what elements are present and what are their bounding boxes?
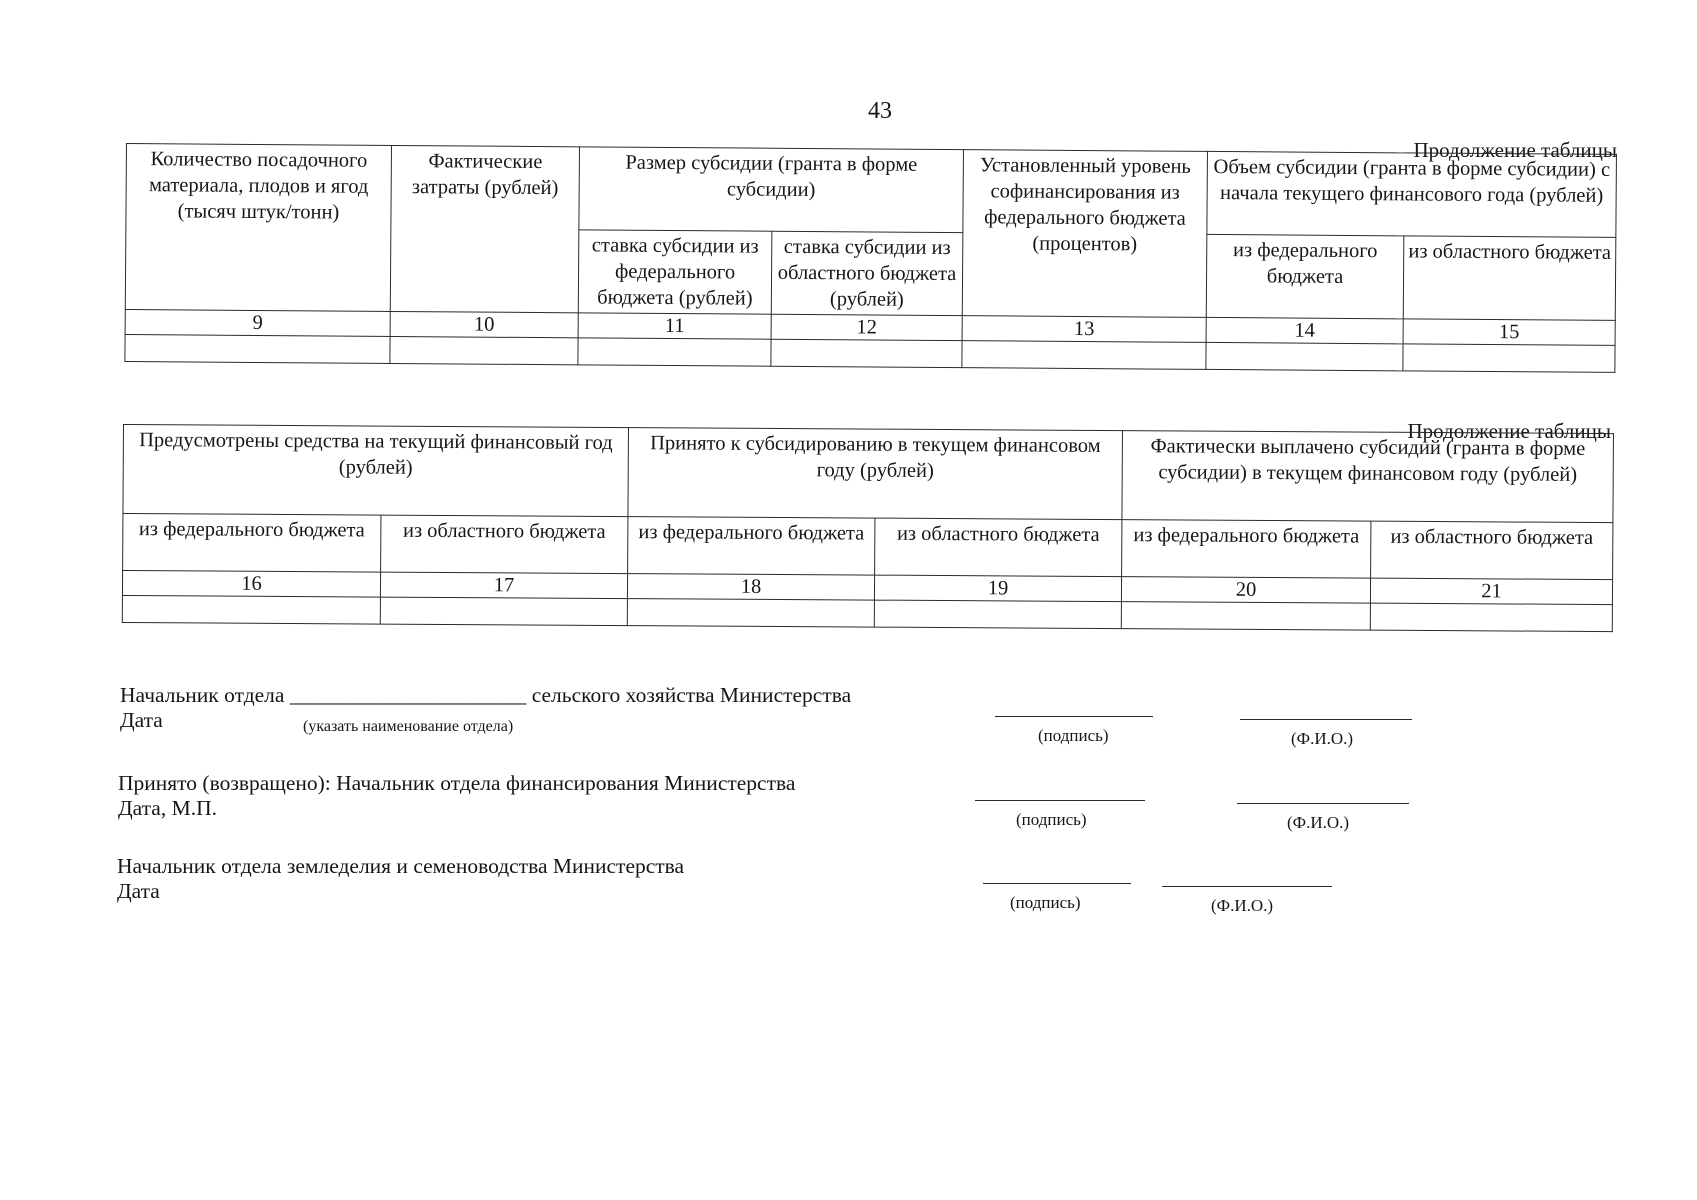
- name-line: [1237, 803, 1409, 804]
- table-cell: [627, 599, 874, 628]
- header-planting-material-quantity: Количество посадочного материала, плодов и ягод (тысяч штук/тонн): [125, 144, 391, 312]
- header-federal-rate: ставка субсидии из федерального бюджета (рублей): [578, 230, 772, 314]
- table-cell: [390, 336, 578, 364]
- header-accepted-for-subsidy: Принято к субсидированию в текущем финансовом году (рублей): [628, 428, 1123, 520]
- header-accepted-federal: из федерального бюджета: [628, 517, 875, 576]
- name-caption: (Ф.И.О.): [1211, 896, 1274, 915]
- table-cell: [874, 600, 1121, 629]
- department-blank: ______________________: [289, 683, 527, 707]
- table-cell: [380, 597, 627, 626]
- column-number: 14: [1206, 317, 1403, 343]
- column-number: 20: [1121, 577, 1370, 604]
- column-number: 21: [1370, 578, 1612, 604]
- table-continuation-label: Продолжение таблицы: [1407, 419, 1611, 443]
- column-number: 16: [122, 571, 380, 598]
- signature-caption: (подпись): [1010, 893, 1081, 912]
- table-cell: [962, 341, 1206, 370]
- table-continuation-label: Продолжение таблицы: [1413, 138, 1617, 162]
- header-volume-regional: из областного бюджета: [1403, 236, 1616, 321]
- signature-line: [995, 716, 1153, 717]
- name-line: [1240, 719, 1412, 720]
- signer-title-farming: Начальник отдела земледелия и семеноводства Министерства: [117, 854, 685, 878]
- table-cell: [122, 595, 380, 624]
- signer-title-finance: Принято (возвращено): Начальник отдела финансирования Министерства: [118, 771, 796, 795]
- header-actually-paid: Фактически выплачено субсидий (гранта в форме субсидии) в текущем финансовом году (рублей): [1122, 431, 1614, 523]
- table-cell: [1206, 342, 1403, 370]
- table-cell: [1121, 602, 1370, 631]
- name-caption: (Ф.И.О.): [1287, 813, 1350, 832]
- header-actual-costs: Фактические затраты (рублей): [390, 145, 579, 312]
- header-provided-regional: из областного бюджета: [381, 515, 628, 574]
- table-cell: [771, 339, 962, 367]
- signer-title-suffix: сельского хозяйства Министерства: [531, 683, 852, 707]
- subsidy-table-part-2: [122, 424, 1614, 632]
- column-number: 19: [874, 575, 1121, 602]
- header-cofinancing-level: Установленный уровень софинансирования из федерального бюджета (процентов): [962, 150, 1207, 318]
- column-number: 15: [1403, 319, 1615, 346]
- subsidy-table-part-1: [124, 143, 1617, 373]
- table-cell: [578, 338, 771, 366]
- signature-caption: (подпись): [1016, 810, 1087, 829]
- table-cell: [1370, 603, 1612, 631]
- column-number: 10: [390, 311, 578, 337]
- table-cell: [125, 334, 390, 363]
- header-paid-regional: из областного бюджета: [1371, 521, 1613, 579]
- date-label: Дата: [120, 708, 163, 732]
- signer-title-prefix: Начальник отдела: [120, 683, 285, 707]
- signature-caption: (подпись): [1038, 726, 1109, 745]
- header-volume-federal: из федерального бюджета: [1206, 234, 1404, 318]
- header-subsidy-volume: Объем субсидии (гранта в форме субсидии) с начала текущего финансового года (рублей): [1207, 151, 1617, 237]
- header-subsidy-size: Размер субсидии (гранта в форме субсидии): [579, 147, 964, 233]
- column-number: 18: [627, 574, 874, 601]
- header-provided-federal: из федерального бюджета: [123, 514, 381, 573]
- header-provided-funds: Предусмотрены средства на текущий финансовый год (рублей): [123, 425, 629, 517]
- signature-line: [983, 883, 1131, 884]
- date-label: Дата: [117, 879, 160, 903]
- header-paid-federal: из федерального бюджета: [1122, 520, 1371, 579]
- column-number: 13: [962, 316, 1206, 343]
- column-number: 17: [380, 572, 627, 599]
- page-number: 43: [868, 98, 892, 124]
- table-cell: [1403, 344, 1615, 373]
- column-number: 12: [771, 314, 962, 340]
- name-caption: (Ф.И.О.): [1291, 729, 1354, 748]
- department-hint: (указать наименование отдела): [303, 718, 514, 735]
- signature-block-agriculture: [120, 682, 851, 708]
- column-number: 9: [125, 309, 390, 336]
- header-accepted-regional: из областного бюджета: [875, 518, 1122, 577]
- signature-line: [975, 800, 1145, 801]
- header-regional-rate: ставка субсидии из областного бюджета (рублей): [771, 231, 963, 315]
- date-stamp-label: Дата, М.П.: [118, 796, 217, 820]
- column-number: 11: [578, 313, 771, 339]
- name-line: [1162, 886, 1332, 887]
